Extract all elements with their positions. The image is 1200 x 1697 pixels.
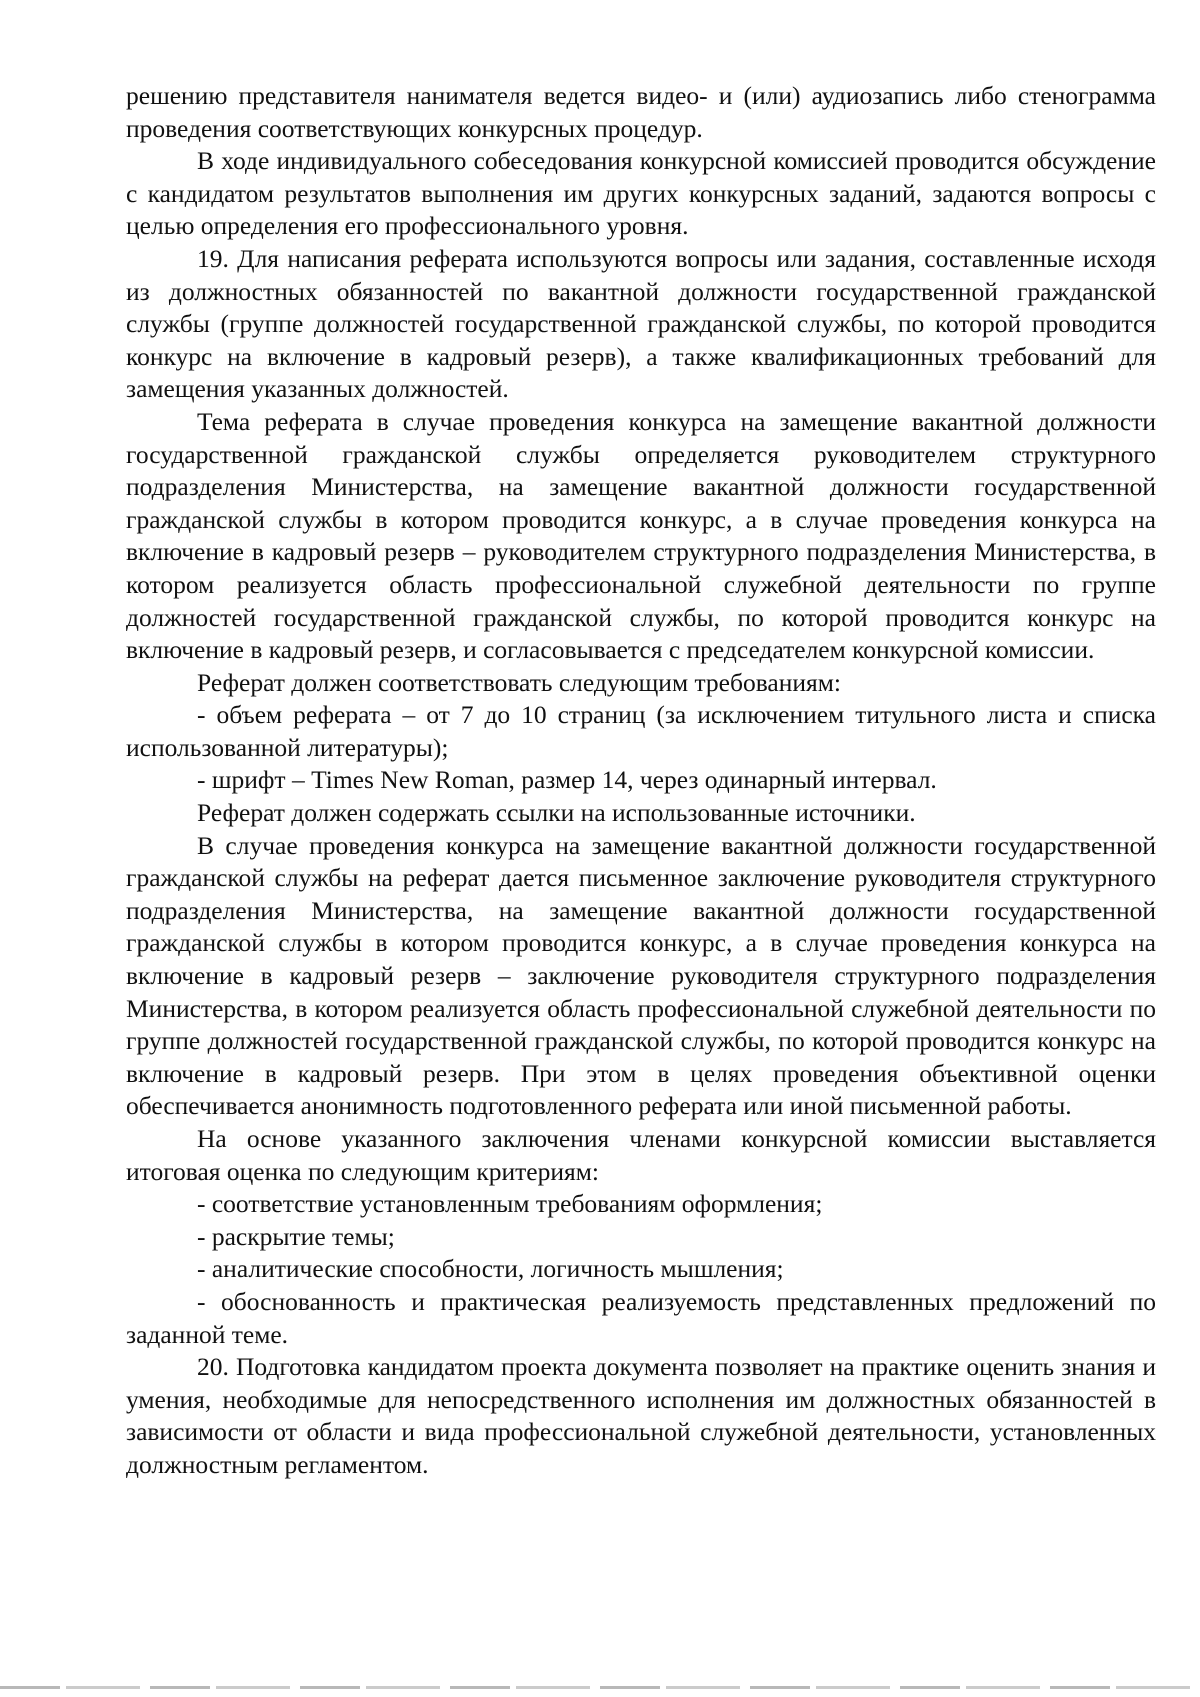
paragraph-20-draft-document: 20. Подготовка кандидатом проекта документа позволяет на практике оценить знания и умения, необходимые для непосредственного исполнения им должностных обязанностей в зависимости от области и вида профессиональной служебной деятельности, установленных должностным регламентом. [126, 1352, 1156, 1479]
paragraph-recording: решению представителя нанимателя ведется видео- и (или) аудиозапись либо стенограмма проведения соответствующих конкурсных процедур. [126, 81, 1156, 143]
list-item-essay-volume: - объем реферата – от 7 до 10 страниц (за исключением титульного листа и списка использованной литературы); [126, 700, 1156, 762]
document-body [126, 80, 1156, 1482]
paragraph-19-essay-questions: 19. Для написания реферата используются вопросы или задания, составленные исходя из должностных обязанностей по вакантной должности государственной гражданской службы (группе должностей государственной гражданской службы, по которой проводится конкурс на включение в кадровый резерв), а также квалификационных требований для замещения указанных должностей. [126, 243, 1156, 404]
scan-bottom-edge [0, 1686, 1200, 1689]
list-item-essay-font: - шрифт – Times New Roman, размер 14, через одинарный интервал. [197, 765, 937, 795]
paragraph-essay-topic: Тема реферата в случае проведения конкурса на замещение вакантной должности государственной гражданской службы определяется руководителем структурного подразделения Министерства, на замещение вакантной должности государственной гражданской службы в котором проводится конкурс, а в случае проведения конкурса на включение в кадровый резерв – руководителем структурного подразделения Министерства, в котором реализуется область профессиональной служебной деятельности по группе должностей государственной гражданской службы, по которой проводится конкурс на включение в кадровый резерв, и согласовывается с председателем конкурсной комиссии. [126, 406, 1156, 665]
list-item-criterion-formatting: - соответствие установленным требованиям оформления; [197, 1189, 823, 1219]
list-item-criterion-proposals: - обоснованность и практическая реализуемость представленных предложений по заданной теме. [126, 1286, 1156, 1349]
paragraph-essay-requirements: Реферат должен соответствовать следующим требованиям: [197, 667, 841, 697]
paragraph-interview: В ходе индивидуального собеседования конкурсной комиссией проводится обсуждение с кандидатом результатов выполнения им других конкурсных заданий, задаются вопросы с целью определения его профессионального уровня. [126, 146, 1156, 241]
paragraph-final-assessment: На основе указанного заключения членами конкурсной комиссии выставляется итоговая оценка по следующим критериям: [126, 1124, 1156, 1186]
list-item-criterion-analytics: - аналитические способности, логичность мышления; [197, 1254, 784, 1284]
paragraph-essay-conclusion: В случае проведения конкурса на замещение вакантной должности государственной гражданской службы на реферат дается письменное заключение руководителя структурного подразделения Министерства, на замещение вакантной должности государственной гражданской службы в котором проводится конкурс, а в случае проведения конкурса на включение в кадровый резерв – заключение руководителя структурного подразделения Министерства, в котором реализуется область профессиональной служебной деятельности по группе должностей государственной гражданской службы, по которой проводится конкурс на включение в кадровый резерв. При этом в целях проведения объективной оценки обеспечивается анонимность подготовленного реферата или иной письменной работы. [126, 830, 1156, 1121]
paragraph-essay-references: Реферат должен содержать ссылки на использованные источники. [197, 798, 916, 828]
list-item-criterion-topic: - раскрытие темы; [197, 1221, 395, 1251]
